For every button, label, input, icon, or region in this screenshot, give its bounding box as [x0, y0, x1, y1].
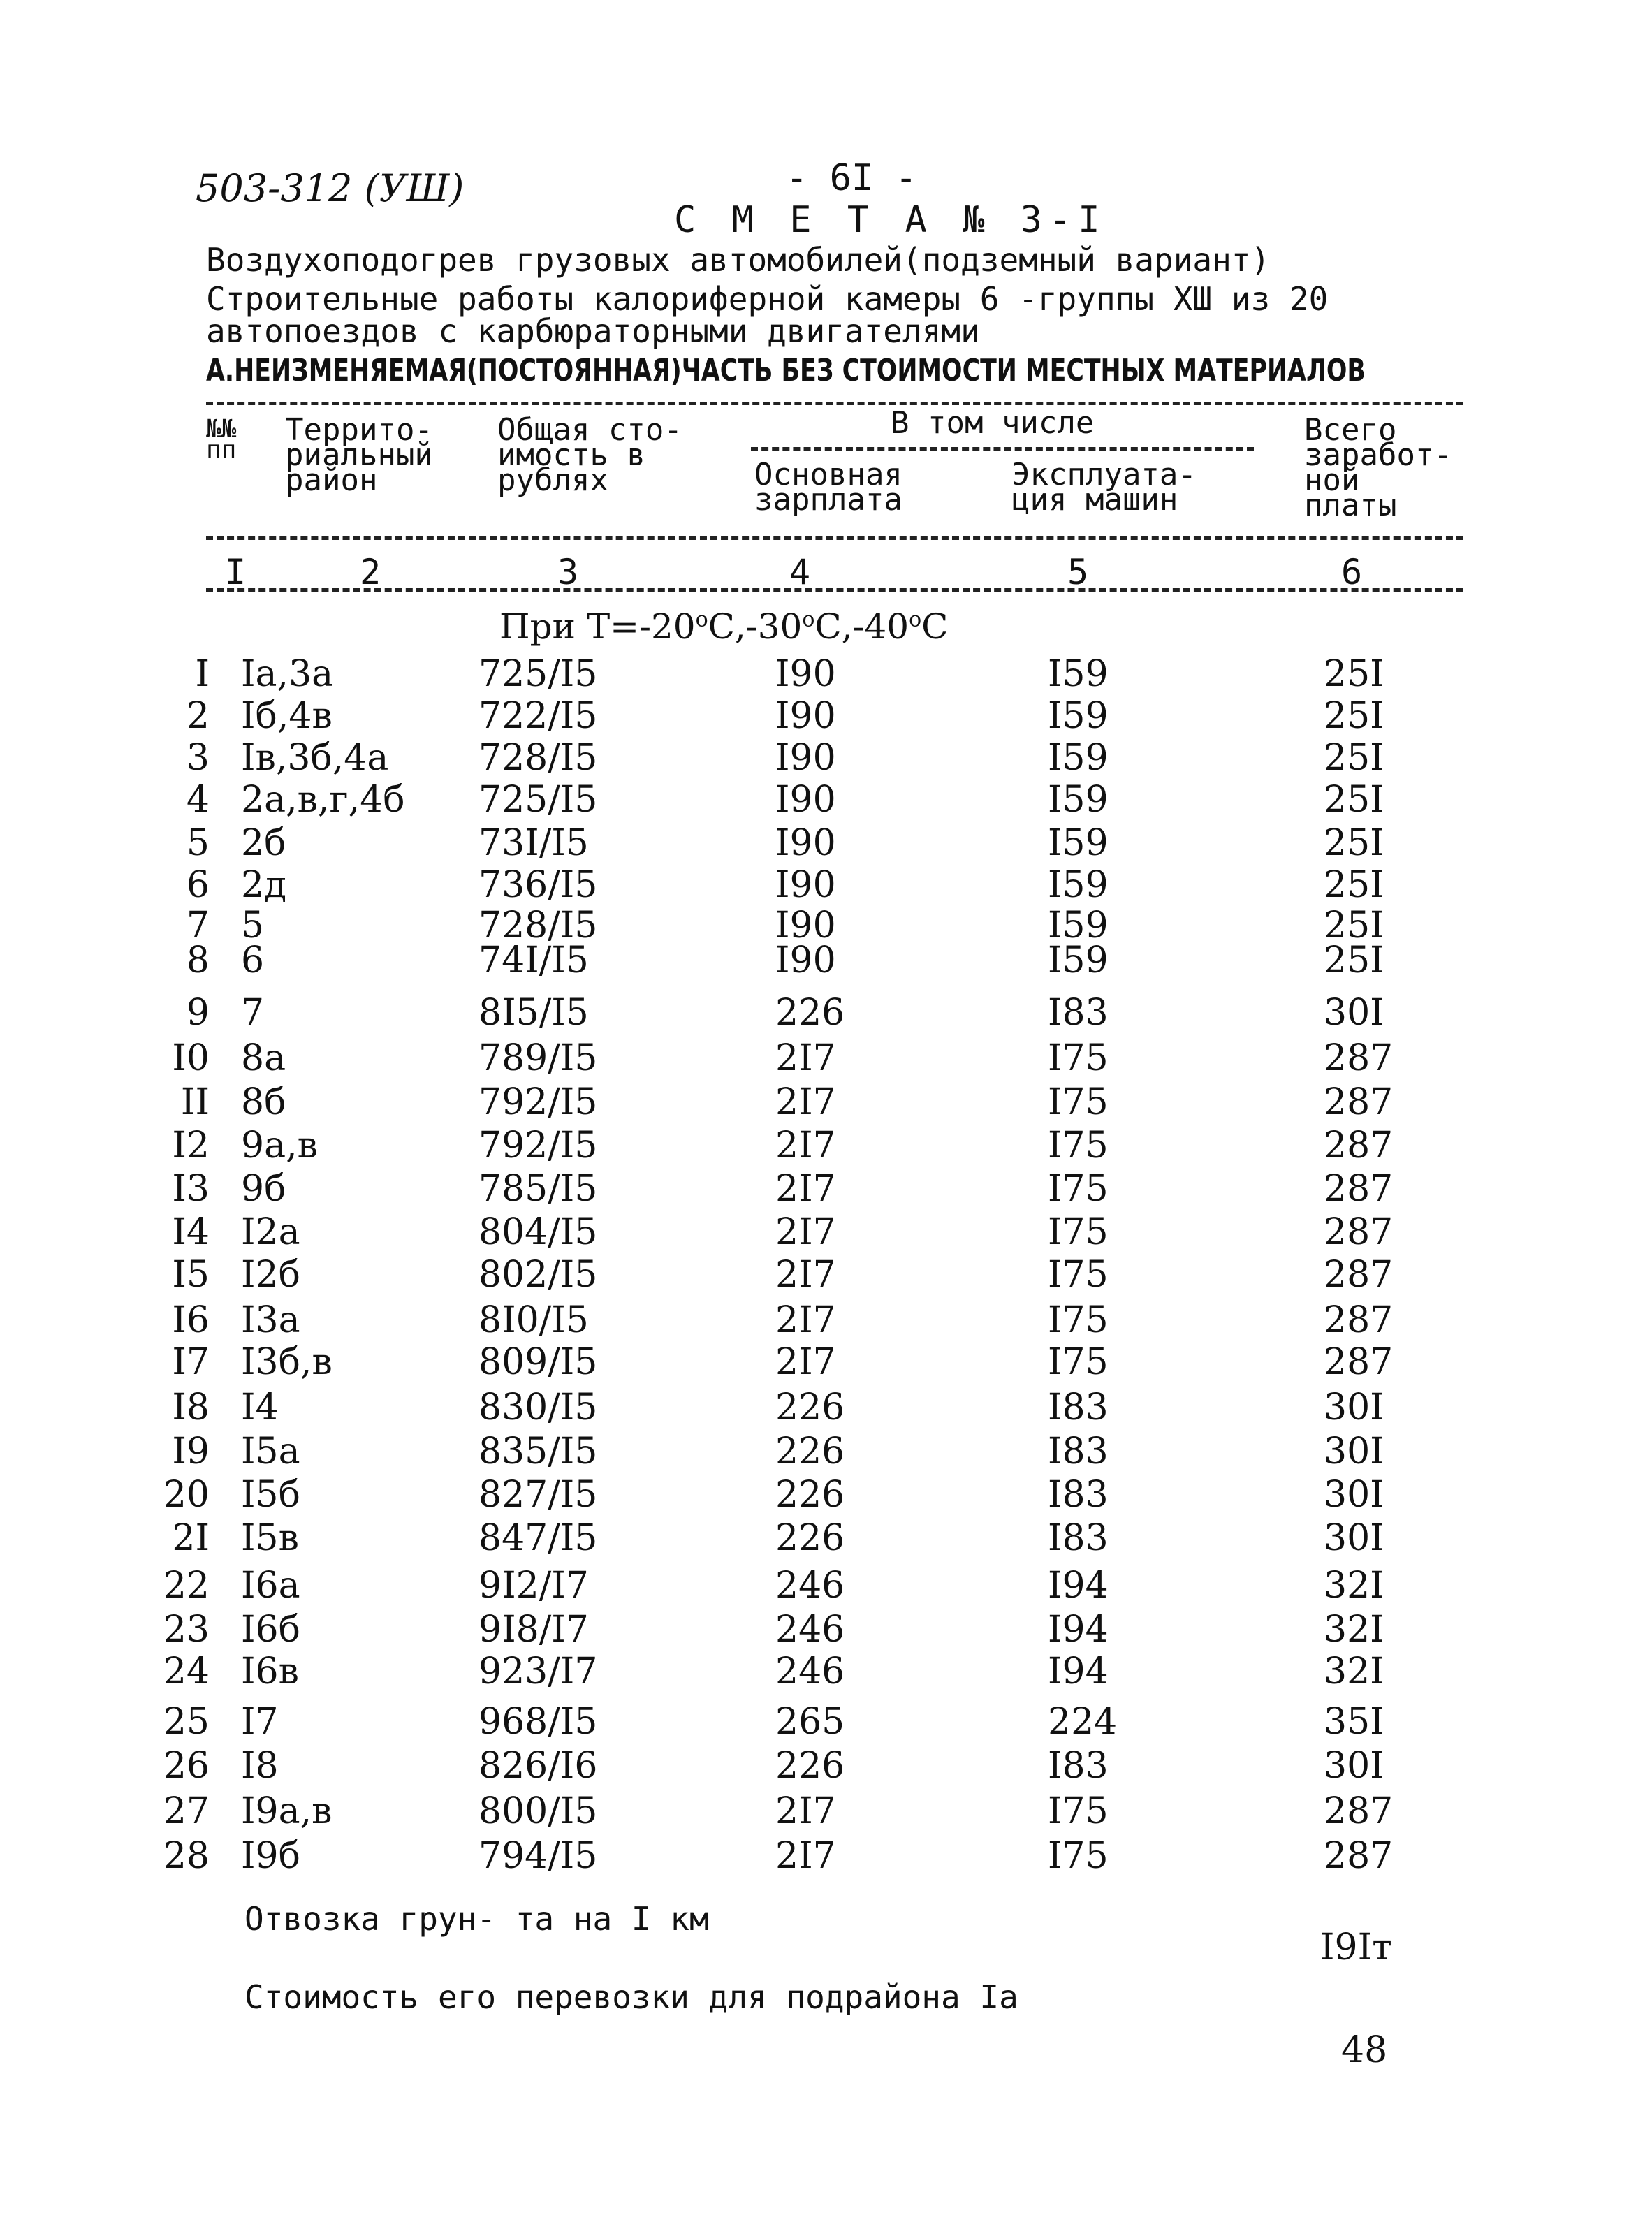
- row-number: 24: [163, 1651, 210, 1693]
- row-base-wage: 2I7: [775, 1211, 836, 1253]
- row-total-wage: 25I: [1324, 905, 1384, 947]
- soil-removal-value: I9Iт: [1320, 1927, 1392, 1968]
- row-total-cost: 802/I5: [478, 1254, 598, 1296]
- row-base-wage: 246: [775, 1609, 845, 1651]
- table-row: [0, 1790, 1652, 1832]
- transport-cost-label: Стоимость его перевозки для подрайона Iа: [244, 1978, 1018, 2016]
- row-machine-operation: I75: [1048, 1211, 1109, 1253]
- row-total-cost: 728/I5: [478, 905, 598, 947]
- row-machine-operation: I59: [1048, 864, 1109, 906]
- row-total-wage: 30I: [1324, 1517, 1384, 1559]
- row-base-wage: 2I7: [775, 1254, 836, 1296]
- row-total-wage: 25I: [1324, 864, 1384, 906]
- row-district: I4: [241, 1387, 279, 1428]
- row-base-wage: 246: [775, 1651, 845, 1693]
- row-number: I8: [172, 1387, 210, 1428]
- row-base-wage: I90: [775, 822, 836, 864]
- row-total-cost: 792/I5: [478, 1125, 598, 1167]
- row-total-wage: 25I: [1324, 653, 1384, 695]
- row-total-cost: 835/I5: [478, 1431, 598, 1472]
- row-total-cost: 809/I5: [478, 1341, 598, 1383]
- row-total-cost: 73I/I5: [478, 822, 589, 864]
- row-total-wage: 25I: [1324, 940, 1384, 981]
- row-base-wage: I90: [775, 737, 836, 779]
- row-total-cost: 847/I5: [478, 1517, 598, 1559]
- row-total-wage: 287: [1324, 1254, 1394, 1296]
- row-number: I5: [172, 1254, 210, 1296]
- row-total-wage: 287: [1324, 1299, 1394, 1341]
- row-total-cost: 792/I5: [478, 1081, 598, 1123]
- row-district: 7: [241, 992, 265, 1034]
- row-total-wage: 25I: [1324, 822, 1384, 864]
- table-row: [0, 695, 1652, 737]
- row-district: Iб,4в: [241, 695, 332, 737]
- row-machine-operation: I75: [1048, 1835, 1109, 1877]
- row-machine-operation: I59: [1048, 822, 1109, 864]
- column-number-2: 2: [360, 552, 381, 592]
- row-number: I: [195, 653, 210, 695]
- row-total-cost: 968/I5: [478, 1701, 598, 1743]
- row-base-wage: 2I7: [775, 1081, 836, 1123]
- row-district: 9а,в: [241, 1125, 318, 1167]
- column-number-6: 6: [1341, 552, 1363, 592]
- row-district: I6а: [241, 1565, 300, 1607]
- row-number: 27: [163, 1790, 210, 1832]
- row-total-wage: 25I: [1324, 695, 1384, 737]
- row-total-cost: 826/I6: [478, 1745, 598, 1787]
- row-total-wage: 30I: [1324, 1387, 1384, 1428]
- row-number: I0: [172, 1037, 210, 1079]
- row-total-cost: 830/I5: [478, 1387, 598, 1428]
- table-row: [0, 1474, 1652, 1516]
- row-district: I2б: [241, 1254, 300, 1296]
- row-machine-operation: I59: [1048, 940, 1109, 981]
- estimate-title: С М Е Т А № 3-I: [674, 199, 1107, 241]
- row-district: I9а,в: [241, 1790, 332, 1832]
- row-machine-operation: I75: [1048, 1790, 1109, 1832]
- row-district: I6в: [241, 1651, 299, 1693]
- row-machine-operation: I59: [1048, 695, 1109, 737]
- row-number: I3: [172, 1168, 210, 1210]
- table-row: [0, 653, 1652, 695]
- row-total-wage: 30I: [1324, 1431, 1384, 1472]
- row-machine-operation: I83: [1048, 1431, 1109, 1472]
- row-machine-operation: I75: [1048, 1299, 1109, 1341]
- row-total-wage: 25I: [1324, 779, 1384, 821]
- row-total-cost: 8I5/I5: [478, 992, 589, 1034]
- row-number: I7: [172, 1341, 210, 1383]
- row-number: 2: [186, 695, 210, 737]
- row-machine-operation: I94: [1048, 1609, 1109, 1651]
- column-number-5: 5: [1067, 552, 1089, 592]
- row-number: I6: [172, 1299, 210, 1341]
- row-district: I9б: [241, 1835, 300, 1877]
- row-base-wage: 2I7: [775, 1341, 836, 1383]
- row-total-cost: 789/I5: [478, 1037, 598, 1079]
- row-machine-operation: I83: [1048, 1387, 1109, 1428]
- row-total-wage: 287: [1324, 1341, 1394, 1383]
- row-number: 23: [163, 1609, 210, 1651]
- row-number: 26: [163, 1745, 210, 1787]
- row-base-wage: I90: [775, 779, 836, 821]
- table-row: [0, 992, 1652, 1034]
- row-machine-operation: I83: [1048, 1745, 1109, 1787]
- row-total-cost: 9I8/I7: [478, 1609, 589, 1651]
- row-machine-operation: I75: [1048, 1125, 1109, 1167]
- table-row: [0, 864, 1652, 906]
- row-total-wage: 30I: [1324, 1474, 1384, 1516]
- row-district: I5в: [241, 1517, 299, 1559]
- row-base-wage: I90: [775, 695, 836, 737]
- row-base-wage: 2I7: [775, 1125, 836, 1167]
- table-row: [0, 1701, 1652, 1743]
- header-machines: Эксплуата- ция машин: [1011, 457, 1197, 518]
- row-machine-operation: I94: [1048, 1651, 1109, 1693]
- header-total: Общая сто- имость в рублях: [497, 412, 682, 498]
- row-total-wage: 287: [1324, 1037, 1394, 1079]
- row-district: I7: [241, 1701, 279, 1743]
- row-machine-operation: I75: [1048, 1254, 1109, 1296]
- row-machine-operation: 224: [1048, 1701, 1118, 1743]
- row-base-wage: I90: [775, 905, 836, 947]
- row-total-wage: 32I: [1324, 1565, 1384, 1607]
- row-total-wage: 287: [1324, 1790, 1394, 1832]
- row-number: 9: [186, 992, 210, 1034]
- row-total-cost: 722/I5: [478, 695, 598, 737]
- table-row: [0, 1745, 1652, 1787]
- row-district: 5: [241, 905, 265, 947]
- row-total-cost: 827/I5: [478, 1474, 598, 1516]
- header-mid-rule: [206, 536, 1463, 540]
- table-row: [0, 1125, 1652, 1167]
- table-row: [0, 1651, 1652, 1693]
- row-total-cost: 8I0/I5: [478, 1299, 589, 1341]
- row-district: 6: [241, 940, 265, 981]
- transport-cost-value: 48: [1341, 2029, 1388, 2071]
- header-including: В том числе: [891, 405, 1095, 441]
- row-number: 7: [186, 905, 210, 947]
- row-total-cost: 794/I5: [478, 1835, 598, 1877]
- table-row: [0, 1341, 1652, 1383]
- row-number: 25: [163, 1701, 210, 1743]
- row-base-wage: 226: [775, 1745, 845, 1787]
- row-base-wage: 2I7: [775, 1168, 836, 1210]
- page-number: - 6I -: [786, 157, 917, 199]
- row-total-cost: 725/I5: [478, 653, 598, 695]
- row-base-wage: I90: [775, 653, 836, 695]
- row-total-wage: 287: [1324, 1168, 1394, 1210]
- table-row: [0, 1168, 1652, 1210]
- row-machine-operation: I75: [1048, 1168, 1109, 1210]
- row-district: 8б: [241, 1081, 286, 1123]
- row-district: Iв,3б,4а: [241, 737, 389, 779]
- row-district: 2а,в,г,4б: [241, 779, 405, 821]
- row-number: 6: [186, 864, 210, 906]
- row-total-cost: 785/I5: [478, 1168, 598, 1210]
- table-row: [0, 1835, 1652, 1877]
- header-total-wage: Всего заработ- ной платы: [1304, 412, 1452, 523]
- row-total-cost: 9I2/I7: [478, 1565, 589, 1607]
- row-machine-operation: I83: [1048, 1517, 1109, 1559]
- row-number: 28: [163, 1835, 210, 1877]
- table-row: [0, 1211, 1652, 1253]
- row-total-cost: 725/I5: [478, 779, 598, 821]
- header-district: Террито- риальный район: [285, 412, 433, 498]
- row-number: 22: [163, 1565, 210, 1607]
- row-base-wage: I90: [775, 864, 836, 906]
- row-district: I8: [241, 1745, 279, 1787]
- row-district: 2д: [241, 864, 287, 906]
- row-base-wage: 265: [775, 1701, 845, 1743]
- table-row: [0, 822, 1652, 864]
- row-district: I3а: [241, 1299, 300, 1341]
- row-machine-operation: I83: [1048, 1474, 1109, 1516]
- row-number: 5: [186, 822, 210, 864]
- soil-removal-label: Отвозка грун- та на I км: [244, 1900, 709, 1938]
- header-bottom-rule: [206, 588, 1463, 592]
- header-including-rule: [751, 447, 1254, 451]
- row-number: 3: [186, 737, 210, 779]
- row-machine-operation: I83: [1048, 992, 1109, 1034]
- row-number: 20: [163, 1474, 210, 1516]
- column-number-4: 4: [789, 552, 811, 592]
- header-top-rule: [206, 402, 1463, 405]
- row-number: 2I: [172, 1517, 210, 1559]
- row-base-wage: 2I7: [775, 1790, 836, 1832]
- table-row: [0, 1081, 1652, 1123]
- row-machine-operation: I75: [1048, 1037, 1109, 1079]
- row-base-wage: 226: [775, 1431, 845, 1472]
- row-machine-operation: I94: [1048, 1565, 1109, 1607]
- row-number: I9: [172, 1431, 210, 1472]
- row-total-wage: 30I: [1324, 992, 1384, 1034]
- row-number: 4: [186, 779, 210, 821]
- row-total-cost: 736/I5: [478, 864, 598, 906]
- row-base-wage: 2I7: [775, 1835, 836, 1877]
- row-machine-operation: I59: [1048, 779, 1109, 821]
- row-base-wage: 226: [775, 1387, 845, 1428]
- row-machine-operation: I75: [1048, 1341, 1109, 1383]
- row-total-wage: 287: [1324, 1835, 1394, 1877]
- row-total-cost: 923/I7: [478, 1651, 598, 1693]
- row-machine-operation: I75: [1048, 1081, 1109, 1123]
- table-row: [0, 1565, 1652, 1607]
- table-row: [0, 940, 1652, 981]
- title-line-1: Воздухоподогрев грузовых автомобилей(подземный вариант): [206, 241, 1271, 279]
- table-row: [0, 1299, 1652, 1341]
- row-district: 8а: [241, 1037, 286, 1079]
- column-number-3: 3: [557, 552, 579, 592]
- title-line-2: Строительные работы калориферной камеры 6 -группы ХШ из 20 автопоездов с карбюраторными двигателями: [206, 280, 1329, 350]
- section-title: А.НЕИЗМЕНЯЕМАЯ(ПОСТОЯННАЯ)ЧАСТЬ БЕЗ СТОИМОСТИ МЕСТНЫХ МАТЕРИАЛОВ: [206, 353, 1366, 388]
- table-row: [0, 1517, 1652, 1559]
- row-total-wage: 287: [1324, 1125, 1394, 1167]
- row-district: 9б: [241, 1168, 286, 1210]
- row-total-wage: 35I: [1324, 1701, 1384, 1743]
- row-base-wage: I90: [775, 940, 836, 981]
- row-base-wage: 226: [775, 992, 845, 1034]
- row-total-wage: 32I: [1324, 1609, 1384, 1651]
- table-row: [0, 1609, 1652, 1651]
- temperature-condition: При $Т=-20^оС,-30^оС,-40^оС$: [499, 606, 949, 647]
- row-number: I4: [172, 1211, 210, 1253]
- table-row: [0, 737, 1652, 779]
- row-total-wage: 25I: [1324, 737, 1384, 779]
- row-base-wage: 226: [775, 1517, 845, 1559]
- row-total-cost: 74I/I5: [478, 940, 589, 981]
- table-row: [0, 1387, 1652, 1428]
- row-district: Iа,3а: [241, 653, 334, 695]
- row-machine-operation: I59: [1048, 737, 1109, 779]
- table-row: [0, 779, 1652, 821]
- header-wage: Основная зарплата: [754, 457, 902, 518]
- row-total-wage: 30I: [1324, 1745, 1384, 1787]
- table-row: [0, 1431, 1652, 1472]
- row-district: I5а: [241, 1431, 300, 1472]
- row-machine-operation: I59: [1048, 905, 1109, 947]
- row-base-wage: 246: [775, 1565, 845, 1607]
- row-total-wage: 287: [1324, 1211, 1394, 1253]
- header-num: №№ пп: [206, 415, 237, 465]
- row-district: I3б,в: [241, 1341, 332, 1383]
- row-machine-operation: I59: [1048, 653, 1109, 695]
- row-total-cost: 728/I5: [478, 737, 598, 779]
- row-base-wage: 2I7: [775, 1037, 836, 1079]
- row-total-cost: 800/I5: [478, 1790, 598, 1832]
- row-district: I2а: [241, 1211, 300, 1253]
- row-base-wage: 226: [775, 1474, 845, 1516]
- row-total-cost: 804/I5: [478, 1211, 598, 1253]
- row-number: 8: [186, 940, 210, 981]
- column-number-1: I: [225, 552, 247, 592]
- table-row: [0, 1037, 1652, 1079]
- row-district: I6б: [241, 1609, 300, 1651]
- row-number: I2: [172, 1125, 210, 1167]
- row-total-wage: 32I: [1324, 1651, 1384, 1693]
- row-base-wage: 2I7: [775, 1299, 836, 1341]
- row-total-wage: 287: [1324, 1081, 1394, 1123]
- table-row: [0, 1254, 1652, 1296]
- row-number: II: [180, 1081, 210, 1123]
- document-code: 503-312 (УШ): [196, 166, 465, 210]
- row-district: I5б: [241, 1474, 300, 1516]
- row-district: 2б: [241, 822, 286, 864]
